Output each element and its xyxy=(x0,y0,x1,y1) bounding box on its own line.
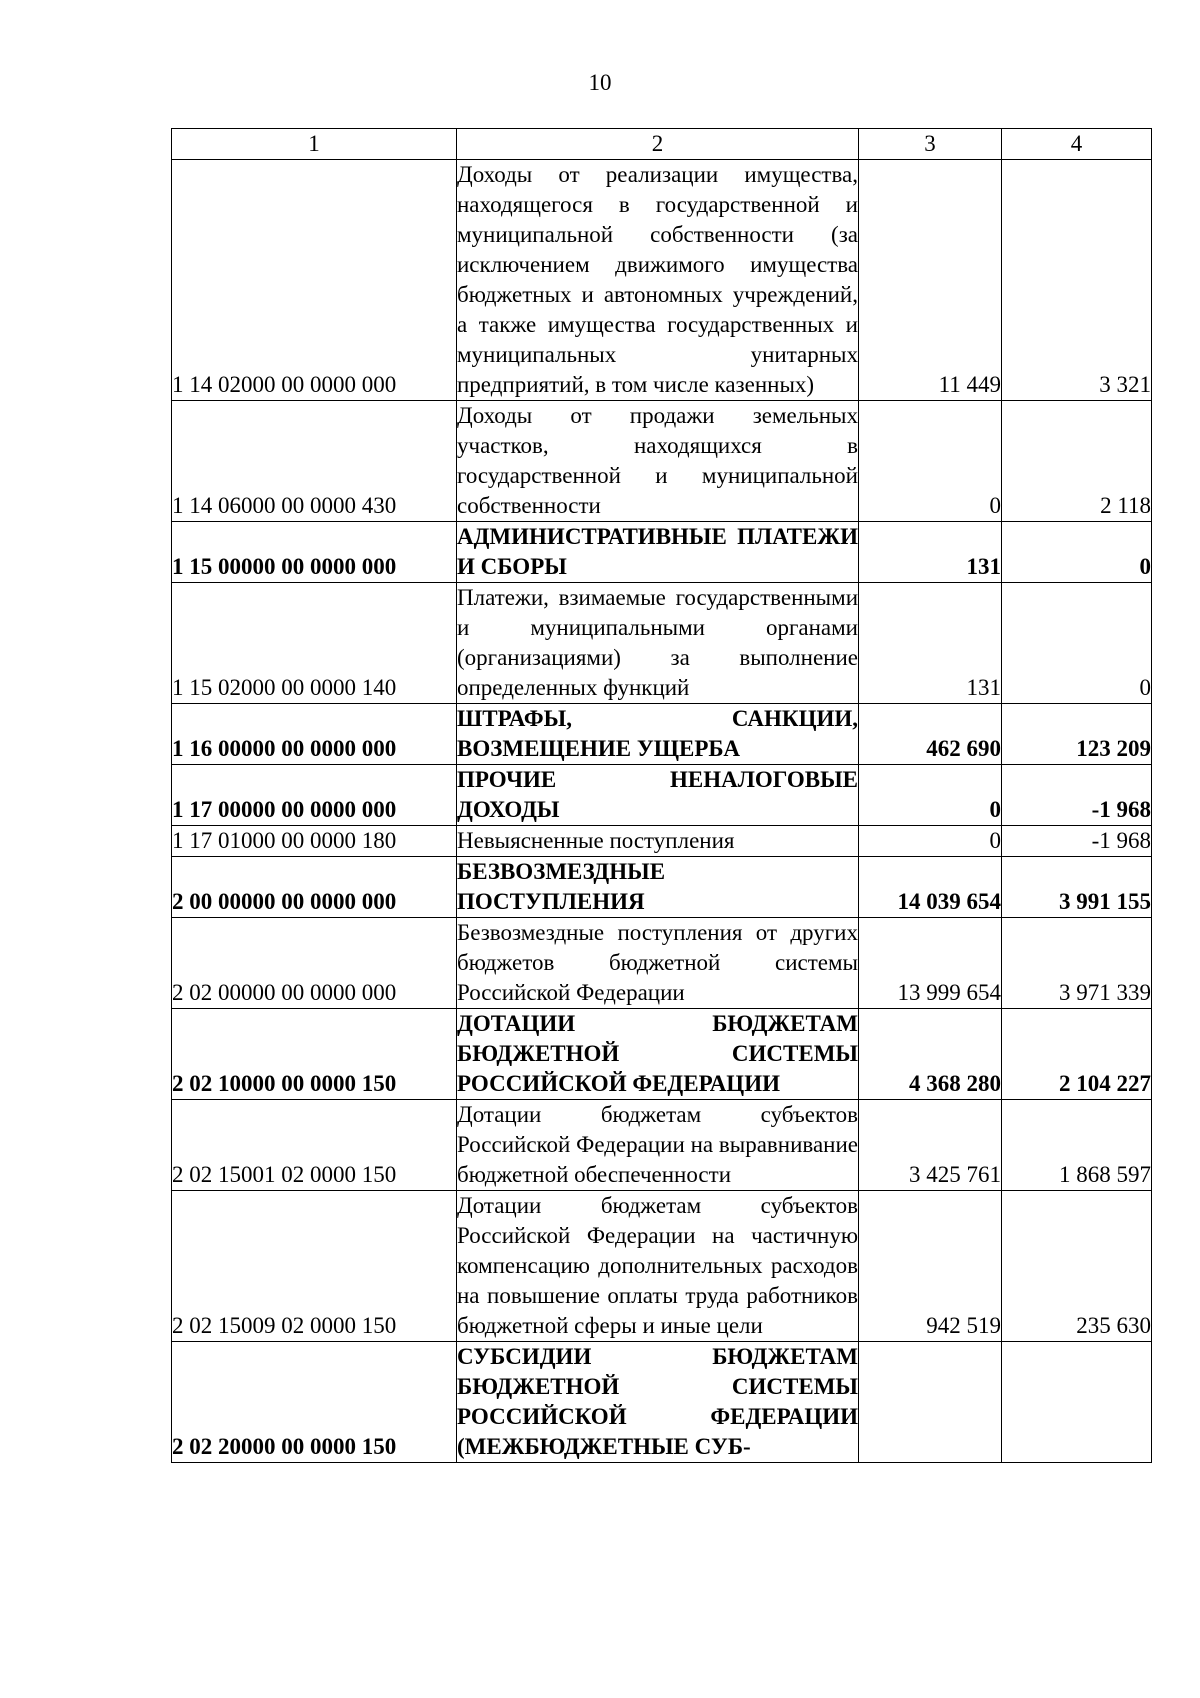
table-header-row xyxy=(172,129,1152,160)
row-name: БЕЗВОЗМЕЗДНЫЕ ПОСТУПЛЕНИЯ xyxy=(457,857,859,918)
row-value-col3: 14 039 654 xyxy=(859,857,1002,918)
row-value-col3: 3 425 761 xyxy=(859,1100,1002,1191)
row-name: Дотации бюджетам субъектов Российской Федерации на частичную компенсацию дополнительных расходов на повышение оплаты труда работников бюджетной сферы и иные цели xyxy=(457,1191,859,1342)
table-row xyxy=(172,160,1152,401)
row-name: Дотации бюджетам субъектов Российской Федерации на выравнивание бюджетной обеспеченности xyxy=(457,1100,859,1191)
table-row xyxy=(172,857,1152,918)
row-value-col3: 0 xyxy=(859,826,1002,857)
row-name: Невыясненные поступления xyxy=(457,826,859,857)
row-value-col3: 0 xyxy=(859,765,1002,826)
row-value-col3: 942 519 xyxy=(859,1191,1002,1342)
row-code: 1 17 00000 00 0000 000 xyxy=(172,765,457,826)
row-value-col3: 0 xyxy=(859,401,1002,522)
row-code: 2 02 15001 02 0000 150 xyxy=(172,1100,457,1191)
row-value-col3: 13 999 654 xyxy=(859,918,1002,1009)
header-col-1: 1 xyxy=(172,129,457,160)
row-name: ШТРАФЫ, САНКЦИИ, ВОЗМЕЩЕНИЕ УЩЕРБА xyxy=(457,704,859,765)
table-row xyxy=(172,765,1152,826)
budget-table xyxy=(171,128,1152,1463)
table-row xyxy=(172,826,1152,857)
table-row xyxy=(172,1342,1152,1463)
table-row xyxy=(172,918,1152,1009)
row-code: 1 17 01000 00 0000 180 xyxy=(172,826,457,857)
row-value-col4: 3 971 339 xyxy=(1002,918,1152,1009)
row-code: 2 00 00000 00 0000 000 xyxy=(172,857,457,918)
page-number: 10 xyxy=(588,70,612,95)
row-code: 1 14 02000 00 0000 000 xyxy=(172,160,457,401)
row-value-col4 xyxy=(1002,1342,1152,1463)
row-value-col3: 11 449 xyxy=(859,160,1002,401)
table-row xyxy=(172,704,1152,765)
row-value-col4: 3 321 xyxy=(1002,160,1152,401)
row-value-col4: 2 104 227 xyxy=(1002,1009,1152,1100)
row-value-col4: 2 118 xyxy=(1002,401,1152,522)
row-value-col4: -1 968 xyxy=(1002,826,1152,857)
row-value-col3: 462 690 xyxy=(859,704,1002,765)
row-code: 2 02 00000 00 0000 000 xyxy=(172,918,457,1009)
row-value-col3: 131 xyxy=(859,522,1002,583)
row-value-col4: 123 209 xyxy=(1002,704,1152,765)
table-row xyxy=(172,401,1152,522)
row-value-col3 xyxy=(859,1342,1002,1463)
row-value-col3: 131 xyxy=(859,583,1002,704)
header-col-2: 2 xyxy=(457,129,859,160)
table-row xyxy=(172,1009,1152,1100)
row-code: 1 15 02000 00 0000 140 xyxy=(172,583,457,704)
row-value-col4: 0 xyxy=(1002,583,1152,704)
row-name: Безвозмездные поступления от других бюджетов бюджетной системы Российской Федерации xyxy=(457,918,859,1009)
row-code: 1 16 00000 00 0000 000 xyxy=(172,704,457,765)
row-name: ПРОЧИЕ НЕНАЛОГОВЫЕ ДОХОДЫ xyxy=(457,765,859,826)
row-code: 1 15 00000 00 0000 000 xyxy=(172,522,457,583)
row-value-col4: 3 991 155 xyxy=(1002,857,1152,918)
row-name: Доходы от реализации имущества, находящегося в государственной и муниципальной собственности (за исключением движимого имущества бюджетных и автономных учреждений, а также имущества государственных и муниципальных унитарных предприятий, в том числе казенных) xyxy=(457,160,859,401)
table-row xyxy=(172,1191,1152,1342)
row-name: АДМИНИСТРАТИВНЫЕ ПЛАТЕЖИ И СБОРЫ xyxy=(457,522,859,583)
header-col-3: 3 xyxy=(859,129,1002,160)
row-value-col4: -1 968 xyxy=(1002,765,1152,826)
row-value-col3: 4 368 280 xyxy=(859,1009,1002,1100)
row-value-col4: 1 868 597 xyxy=(1002,1100,1152,1191)
header-col-4: 4 xyxy=(1002,129,1152,160)
row-value-col4: 0 xyxy=(1002,522,1152,583)
row-name: Доходы от продажи земельных участков, находящихся в государственной и муниципальной собственности xyxy=(457,401,859,522)
row-name: ДОТАЦИИ БЮДЖЕТАМ БЮДЖЕТНОЙ СИСТЕМЫ РОССИЙСКОЙ ФЕДЕРАЦИИ xyxy=(457,1009,859,1100)
row-value-col4: 235 630 xyxy=(1002,1191,1152,1342)
table-row xyxy=(172,583,1152,704)
table-row xyxy=(172,522,1152,583)
row-name: Платежи, взимаемые государственными и муниципальными органами (организациями) за выполнение определенных функций xyxy=(457,583,859,704)
row-code: 2 02 15009 02 0000 150 xyxy=(172,1191,457,1342)
row-code: 2 02 10000 00 0000 150 xyxy=(172,1009,457,1100)
row-code: 2 02 20000 00 0000 150 xyxy=(172,1342,457,1463)
table-row xyxy=(172,1100,1152,1191)
row-code: 1 14 06000 00 0000 430 xyxy=(172,401,457,522)
row-name: СУБСИДИИ БЮДЖЕТАМ БЮДЖЕТНОЙ СИСТЕМЫ РОССИЙСКОЙ ФЕДЕРАЦИИ (МЕЖБЮДЖЕТНЫЕ СУБ- xyxy=(457,1342,859,1463)
